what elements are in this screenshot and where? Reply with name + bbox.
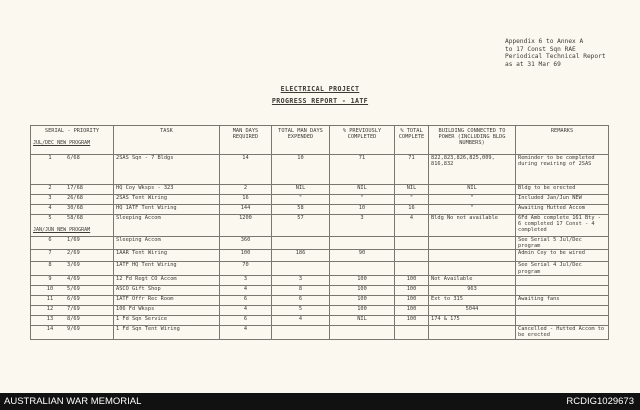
program-label: JAN/JUN NEW PROGRAM [33, 227, 91, 234]
remarks-cell: Awaiting Hutted Accom [516, 205, 609, 215]
table-row [31, 195, 609, 205]
prev-cell: NIL [330, 315, 395, 325]
col-header-task: TASK [114, 126, 220, 155]
serial-cell [31, 305, 114, 315]
serial-cell [31, 315, 114, 325]
table-row [31, 185, 609, 195]
total-cell: NIL [395, 185, 429, 195]
total-cell [395, 250, 429, 262]
priority-value: 6/69 [67, 295, 80, 302]
total-cell: 16 [395, 205, 429, 215]
building-cell [429, 250, 516, 262]
prev-cell: 100 [330, 285, 395, 295]
serial-cell [31, 262, 114, 275]
task-cell: Sleeping Accom [114, 237, 220, 250]
priority-value: 4/69 [67, 275, 80, 282]
man-days-cell: 6 [220, 295, 272, 305]
total-cell: 71 [395, 155, 429, 185]
priority-value: 2/69 [67, 250, 80, 257]
table-row [31, 285, 609, 295]
serial-cell [31, 285, 114, 295]
total-man-cell: 8 [272, 285, 330, 295]
task-cell: 1ATF HQ Tent Wiring [114, 262, 220, 275]
prev-cell: 100 [330, 275, 395, 285]
prev-cell: 10 [330, 205, 395, 215]
col-header-total-complete: % TOTAL COMPLETE [395, 126, 429, 155]
man-days-cell: 6 [220, 315, 272, 325]
prev-cell: 100 [330, 305, 395, 315]
remarks-cell [516, 305, 609, 315]
table-row [31, 262, 609, 275]
man-days-cell: 4 [220, 325, 272, 339]
task-cell: 2SAS Sqn - 7 Bldgs [114, 155, 220, 185]
serial-cell [31, 215, 114, 237]
total-man-cell: 5 [272, 305, 330, 315]
total-cell: 100 [395, 305, 429, 315]
total-man-cell: NIL [272, 185, 330, 195]
task-cell: 1 Fd Sqn Tent Wiring [114, 325, 220, 339]
serial-number: 1 [48, 155, 52, 161]
prev-cell: NIL [330, 185, 395, 195]
serial-number: 10 [46, 285, 54, 292]
task-cell: 2SAS Tent Wiring [114, 195, 220, 205]
total-man-cell [272, 237, 330, 250]
priority-value: 8/69 [67, 315, 80, 322]
serial-cell [31, 275, 114, 285]
total-man-cell: 58 [272, 205, 330, 215]
man-days-cell: 14 [220, 155, 272, 185]
table-row [31, 315, 609, 325]
task-cell: 1AAR Tent Wiring [114, 250, 220, 262]
total-man-cell: " [272, 195, 330, 205]
table-row [31, 215, 609, 237]
total-man-cell: 10 [272, 155, 330, 185]
prev-cell [330, 262, 395, 275]
total-cell [395, 262, 429, 275]
serial-cell [31, 195, 114, 205]
remarks-cell: 6Fd Amb complete 161 Bty - 6 completed 17 Const - 4 completed [516, 215, 609, 237]
appendix-line: as at 31 Mar 69 [505, 60, 561, 68]
man-days-cell: 4 [220, 285, 272, 295]
document-subtitle: PROGRESS REPORT - 1ATF [271, 97, 369, 105]
serial-cell [31, 250, 114, 262]
building-cell: Bldg No not available [429, 215, 516, 237]
col-header-man-days: MAN DAYS REQUIRED [220, 126, 272, 155]
man-days-cell: 4 [220, 305, 272, 315]
task-cell: ASCO Gift Shop [114, 285, 220, 295]
col-header-serial: SERIAL - PRIORITY JUL/DEC NEW PROGRAM [31, 126, 114, 155]
man-days-cell: 100 [220, 250, 272, 262]
priority-value: 5/69 [67, 285, 80, 292]
appendix-line: Appendix 6 to Annex A [505, 38, 584, 45]
prev-cell: 3 [330, 215, 395, 237]
total-man-cell: 6 [272, 295, 330, 305]
man-days-cell: 360 [220, 237, 272, 250]
building-cell: " [429, 205, 516, 215]
appendix-line: to 17 Const Sqn RAE [505, 45, 576, 53]
serial-number: 4 [48, 205, 52, 211]
table-row [31, 275, 609, 285]
building-cell [429, 325, 516, 339]
building-cell: 822,823,826,825,009, 816,832 [429, 155, 516, 185]
building-cell: Not Available [429, 275, 516, 285]
priority-value: 6/68 [67, 155, 80, 161]
building-cell [429, 262, 516, 275]
col-header-total-man-days: TOTAL MAN DAYS EXPENDED [272, 126, 330, 155]
col-header-remarks: REMARKS [516, 126, 609, 155]
col-header-prev-completed: % PREVIOUSLY COMPLETED [330, 126, 395, 155]
serial-number: 2 [48, 185, 52, 191]
remarks-cell: Awaiting fans [516, 295, 609, 305]
man-days-cell: 70 [220, 262, 272, 275]
building-cell: 963 [429, 285, 516, 295]
total-cell: 4 [395, 215, 429, 237]
remarks-cell: Reminder to be completed during rewiring of 2SAS [516, 155, 609, 185]
serial-number: 6 [48, 237, 52, 243]
prev-cell [330, 237, 395, 250]
building-cell: 5044 [429, 305, 516, 315]
total-man-cell: 186 [272, 250, 330, 262]
priority-value: 1/69 [67, 237, 80, 243]
total-man-cell: 4 [272, 315, 330, 325]
remarks-cell: Bldg to be erected [516, 185, 609, 195]
priority-value: 7/69 [67, 305, 80, 312]
footer-id: RCDIG1029673 [566, 396, 634, 407]
total-cell: 100 [395, 275, 429, 285]
priority-value: 17/68 [67, 185, 83, 191]
task-cell: 1 Fd Sqn Service [114, 315, 220, 325]
remarks-cell [516, 275, 609, 285]
appendix-line: Periodical Technical Report [505, 53, 606, 61]
serial-cell [31, 155, 114, 185]
total-cell [395, 237, 429, 250]
man-days-cell: 2 [220, 185, 272, 195]
table-row [31, 295, 609, 305]
table-row [31, 325, 609, 339]
serial-number: 12 [46, 305, 54, 312]
man-days-cell: 1200 [220, 215, 272, 237]
table-row [31, 305, 609, 315]
serial-cell [31, 325, 114, 339]
building-cell: NIL [429, 185, 516, 195]
total-cell [395, 325, 429, 339]
appendix-note [505, 38, 606, 68]
total-cell: 100 [395, 295, 429, 305]
serial-cell [31, 185, 114, 195]
serial-number: 7 [48, 250, 52, 257]
priority-value: 58/68 [67, 215, 83, 221]
table-row [31, 155, 609, 185]
man-days-cell: 3 [220, 275, 272, 285]
building-cell: 174 & 175 [429, 315, 516, 325]
total-man-cell [272, 262, 330, 275]
man-days-cell: 144 [220, 205, 272, 215]
prev-cell: 100 [330, 295, 395, 305]
footer-source: AUSTRALIAN WAR MEMORIAL [4, 396, 142, 407]
priority-value: 9/69 [67, 325, 80, 332]
remarks-cell [516, 315, 609, 325]
task-cell: Sleeping Accom [114, 215, 220, 237]
total-man-cell [272, 325, 330, 339]
total-cell: " [395, 195, 429, 205]
remarks-cell: See Serial 4 Jul/Dec program [516, 262, 609, 275]
priority-value: 3/69 [67, 262, 80, 269]
serial-number: 9 [48, 275, 52, 282]
serial-number: 3 [48, 195, 52, 201]
remarks-cell: Cancelled - Hutted Accom to be erected [516, 325, 609, 339]
priority-value: 26/68 [67, 195, 83, 201]
task-cell: HQ Coy Wksps - 323 [114, 185, 220, 195]
total-man-cell: 57 [272, 215, 330, 237]
total-man-cell: 3 [272, 275, 330, 285]
building-cell: Ext to 315 [429, 295, 516, 305]
table-row [31, 205, 609, 215]
serial-cell [31, 295, 114, 305]
remarks-cell: Admin Coy to be wired [516, 250, 609, 262]
serial-cell [31, 237, 114, 250]
priority-value: 30/68 [67, 205, 83, 211]
table-header-row [31, 126, 609, 155]
serial-number: 14 [46, 325, 54, 332]
serial-number: 5 [48, 215, 52, 221]
task-cell: HQ 1ATF Tent Wiring [114, 205, 220, 215]
task-cell: 1ATF Offr Rec Room [114, 295, 220, 305]
prev-cell: " [330, 195, 395, 205]
col-header-building: BUILDING CONNECTED TO POWER (INCLUDING BLDG NUMBERS) [429, 126, 516, 155]
progress-table [30, 125, 609, 340]
prev-cell: 90 [330, 250, 395, 262]
task-cell: 106 Fd Wksps [114, 305, 220, 315]
task-cell: 12 Fd Regt CO Accom [114, 275, 220, 285]
footer-bar [0, 393, 640, 410]
serial-number: 13 [46, 315, 54, 322]
table-row [31, 250, 609, 262]
document-title: ELECTRICAL PROJECT [280, 85, 360, 93]
serial-number: 11 [46, 295, 54, 302]
man-days-cell: 16 [220, 195, 272, 205]
building-cell: " [429, 195, 516, 205]
program-label: JUL/DEC NEW PROGRAM [33, 140, 91, 147]
remarks-cell [516, 285, 609, 295]
table-row [31, 237, 609, 250]
remarks-cell: Included Jan/Jun NEW [516, 195, 609, 205]
total-cell: 100 [395, 315, 429, 325]
remarks-cell: See Serial 5 Jul/Dec program [516, 237, 609, 250]
serial-number: 8 [48, 262, 52, 269]
prev-cell: 71 [330, 155, 395, 185]
serial-cell [31, 205, 114, 215]
building-cell [429, 237, 516, 250]
total-cell: 100 [395, 285, 429, 295]
prev-cell [330, 325, 395, 339]
